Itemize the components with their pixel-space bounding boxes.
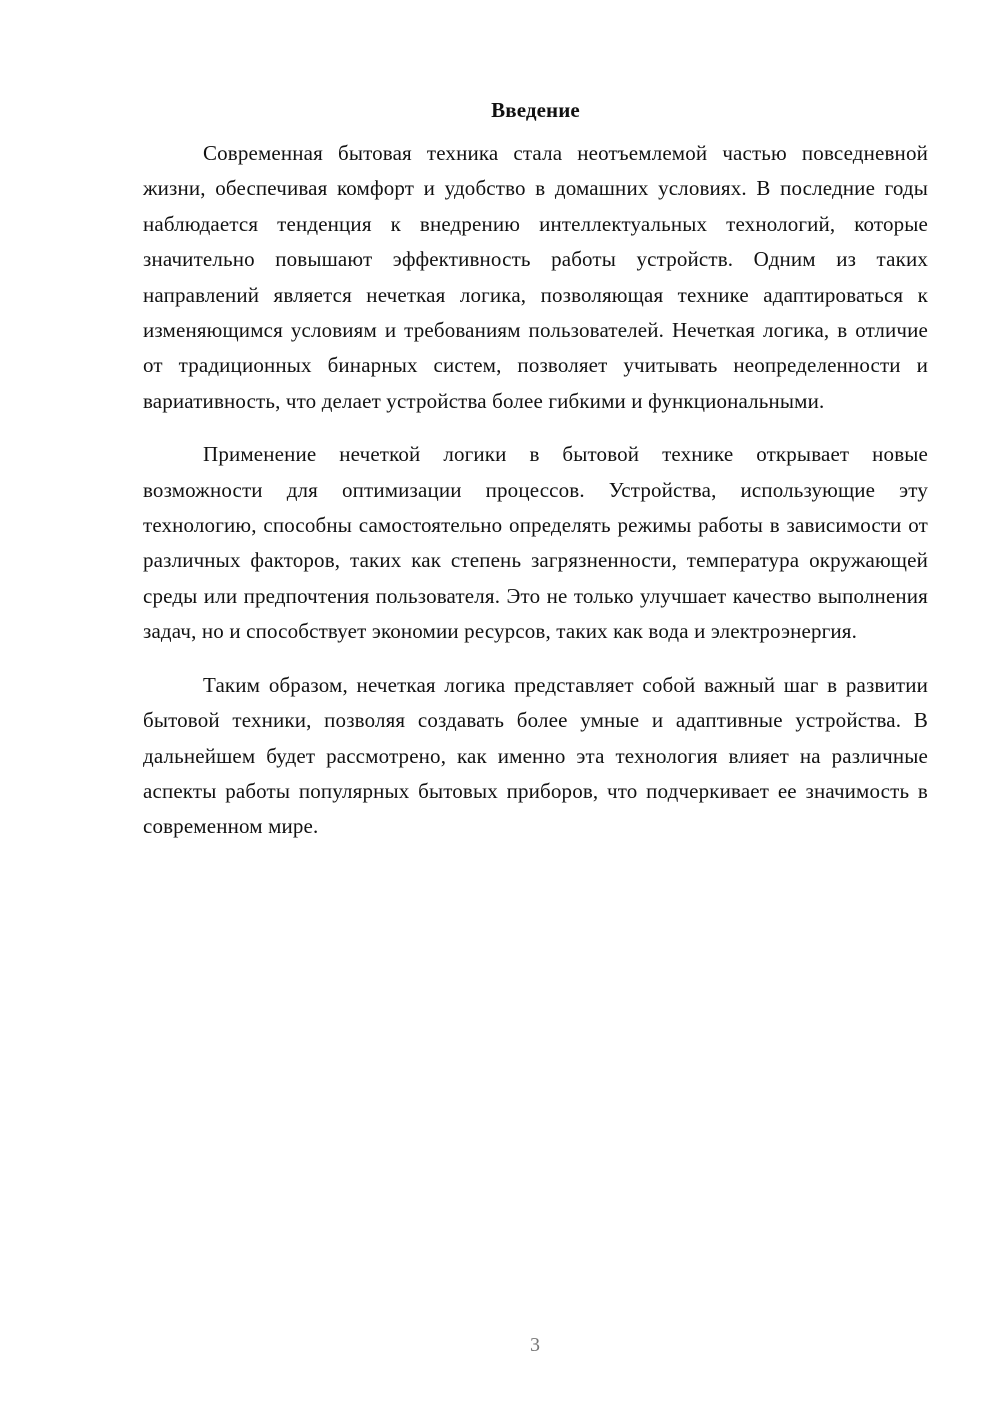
paragraph-1: Современная бытовая техника стала неотъемлемой частью повседневной жизни, обеспечивая комфорт и удобство в домашних условиях. В последние годы наблюдается тенденция к внедрению интеллектуальных технологий, которые значительно повышают эффективность работы устройств. Одним из таких направлений является нечеткая логика, позволяющая технике адаптироваться к изменяющимся условиям и требованиям пользователей. Нечеткая логика, в отличие от традиционных бинарных систем, позволяет учитывать неопределенности и вариативность, что делает устройства более гибкими и функциональными. — [143, 141, 928, 413]
paragraph-3: Таким образом, нечеткая логика представляет собой важный шаг в развитии бытовой техники, позволяя создавать более умные и адаптивные устройства. В дальнейшем будет рассмотрено, как именно эта технология влияет на различные аспекты работы популярных бытовых приборов, что подчеркивает ее значимость в современном мире. — [143, 672, 928, 839]
paragraph-2: Применение нечеткой логики в бытовой технике открывает новые возможности для оптимизации процессов. Устройства, использующие эту технологию, способны самостоятельно определять режимы работы в зависимости от различных факторов, таких как степень загрязненности, температура окружающей среды или предпочтения пользователя. Это не только улучшает качество выполнения задач, но и способствует экономии ресурсов, таких как вода и электроэнергия. — [143, 442, 928, 644]
section-title: Введение — [491, 98, 580, 122]
page-number: 3 — [530, 1334, 540, 1356]
page-content — [143, 96, 928, 863]
